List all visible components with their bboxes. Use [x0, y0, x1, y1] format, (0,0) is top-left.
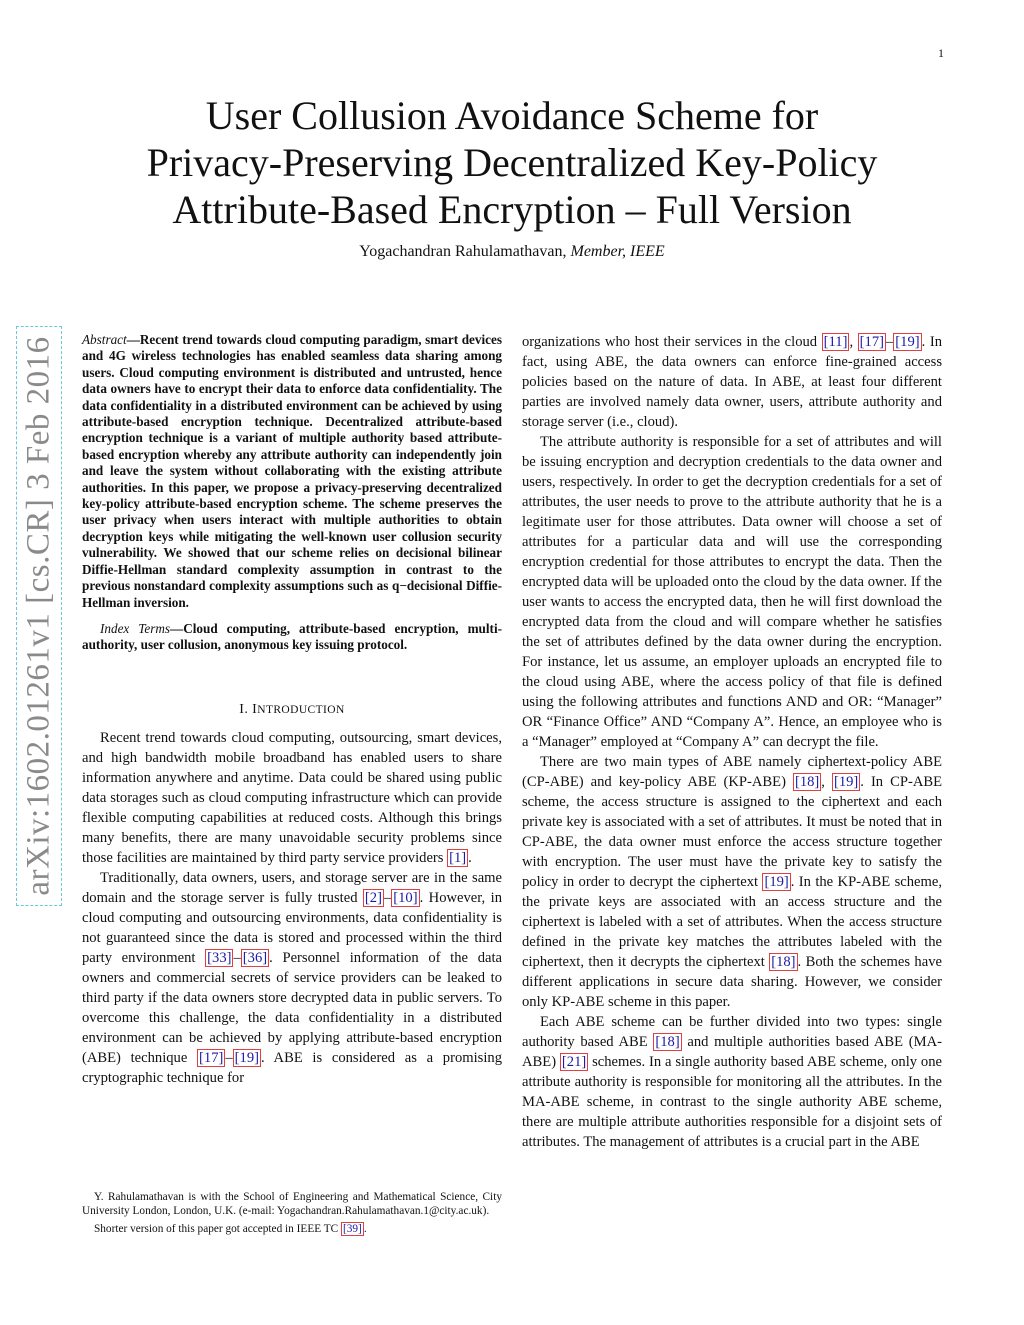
- paper-title: [90, 92, 934, 233]
- arxiv-stamp[interactable]: [16, 326, 62, 906]
- paragraph: organizations who host their services in the cloud [11] , [17] – [19] . In fact, using ABE, the data owners can enforce fine-grained access policies based on the nature of data. In ABE, at least four different parties are involved namely data owner, users, attribute authority and storage server (i.e., cloud).: [522, 334, 942, 430]
- citation-link[interactable]: [11]: [823, 334, 848, 350]
- abstract-lead: Abstract: [82, 332, 127, 347]
- citation-link[interactable]: [19]: [234, 1049, 259, 1066]
- arxiv-identifier: arXiv:1602.01261v1 [cs.CR] 3 Feb 2016: [20, 336, 57, 896]
- left-column: [82, 332, 502, 1088]
- author-name: Yogachandran Rahulamathavan,: [359, 243, 567, 260]
- citation-link[interactable]: [39]: [343, 1223, 362, 1235]
- citation-link[interactable]: [36]: [242, 949, 268, 966]
- paragraph: Recent trend towards cloud computing, outsourcing, smart devices, and high bandwidth mobile broadband has enabled users to share information anywhere and anytime. Data could be shared using public data storages such as cloud computing infrastructure which can provide flexible computing capabilities at reduced costs. Although this brings many benefits, there are many unavoidable security problems since those facilities are maintained by third party service providers [1] .: [82, 729, 502, 866]
- paragraph: Each ABE scheme can be further divided into two types: single authority based ABE [18] and multiple authorities based ABE (MA-ABE) [21] schemes. In a single authority based ABE scheme, only one attribute authority is responsible for monitoring all the attributes. In the MA-ABE scheme, in contrast to the single authority ABE scheme, there are multiple attribute authorities responsible for a disjoint sets of attributes. The management of attributes is a crucial part in the ABE: [522, 1014, 942, 1150]
- footnote-affiliation: Y. Rahulamathavan is with the School of Engineering and Mathematical Science, City University London, London, U.K. (e-mail: Yogachandran.Rahulamathavan.1@city.ac.uk).: [82, 1191, 502, 1217]
- paragraph: The attribute authority is responsible for a set of attributes and will be issuing encryption and decryption credentials to the data owner and users, respectively. In order to get the decryption credentials for a set of attributes, the user needs to prove to the attribute authority that he is a legitimate user for those attributes. Data owner will choose a set of attributes for a particular data and will use the corresponding encryption credential for those attributes to encrypt the data. Then the encrypted data will be uploaded onto the cloud by the data owner. If the user wants to access the encrypted data, then he will first download the encrypted data from the cloud and will compare whether he satisfies the set of attributes defined by the data owner during the encryption. For instance, let us assume, an employer uploads an encrypted file to the cloud using ABE, where the access policy of that file is defined using the following attributes and functions AND and OR: “Manager” OR “Finance Office” AND “Company A”. Hence, an employee who is a “Manager” employed at “Company A” can decrypt the file.: [522, 434, 942, 750]
- citation-link[interactable]: [19]: [895, 334, 920, 350]
- index-terms-text: —Cloud computing, attribute-based encryption, multi-authority, user collusion, anonymous key issuing protocol.: [82, 620, 502, 653]
- citation-link[interactable]: [19]: [833, 774, 859, 790]
- citation-link[interactable]: [17]: [859, 334, 884, 350]
- paragraph: Traditionally, data owners, users, and storage server are in the same domain and the storage server is fully trusted [2] – [10] . However, in cloud computing and outsourcing environments, data confidentiality is not guaranteed since the data is stored and processed within the third party environment [33] – [36] . Personnel information of the data owners and commercial secrets of service providers can be leaked to third party if the data owners store decrypted data in public servers. To overcome this challenge, the data confidentiality in a distributed environment can be achieved by applying attribute-based encryption (ABE) technique [17] – [19] . ABE is considered as a promising cryptographic technique for: [82, 869, 503, 1086]
- footnote-shorter-version: Shorter version of this paper got accepted in IEEE TC [39] .: [94, 1223, 367, 1235]
- page-number: 1: [938, 46, 944, 60]
- right-column: [522, 332, 942, 1152]
- index-terms: [82, 621, 502, 654]
- index-terms-lead: Index Terms: [100, 620, 171, 636]
- citation-link[interactable]: [18]: [794, 774, 820, 790]
- paragraph: There are two main types of ABE namely ciphertext-policy ABE (CP-ABE) and key-policy ABE (KP-ABE) [18] , [19] . In CP-ABE scheme, the access structure is assigned to the ciphertext and each private key is associated with a set of attributes. It must be noted that in CP-ABE, the data owner must enforce the access structure together with encryption. The user must have the private key to satisfy the policy in order to decrypt the ciphertext [19] . In the KP-ABE scheme, the private keys are associated with an access structure and the ciphertext is labeled with a set of attributes. When the access structure defined in the private key matches the attributes labeled with the ciphertext, then it decrypts the ciphertext [18] . Both the schemes have different applications in secure data sharing. However, we consider only KP-ABE scheme in this paper.: [522, 754, 943, 1010]
- abstract-text: —Recent trend towards cloud computing paradigm, smart devices and 4G wireless technologies has enabled seamless data sharing among users. Cloud computing environment is distributed and untrusted, hence data owners have to encrypt their data to enforce data confidentiality. The data confidentiality in a distributed environment can be achieved by using attribute-based encryption technique. Decentralized attribute-based encryption technique is a variant of multiple authority based attribute-based encryption whereby any attribute authority can independently join and leave the system without collaborating with the existing attribute authorities. In this paper, we propose a privacy-preserving decentralized key-policy attribute-based encryption scheme. The scheme preserves the user privacy when users interact with multiple authorities to obtain decryption keys while mitigating the well-known user collusion security vulnerability. We showed that our scheme relies on decisional bilinear Diffie-Hellman standard complexity assumption in contrast to the previous nonstandard complexity assumptions such as q−decisional Diffie-Hellman inversion.: [82, 332, 502, 610]
- citation-link[interactable]: [19]: [764, 874, 789, 890]
- citation-link[interactable]: [10]: [393, 889, 418, 906]
- footnotes: [82, 1190, 502, 1240]
- title-line: Privacy-Preserving Decentralized Key-Policy: [146, 140, 878, 185]
- citation-link[interactable]: [33]: [207, 949, 232, 966]
- author-role: Member, IEEE: [570, 243, 665, 260]
- author-line: [90, 243, 934, 261]
- title-line: Attribute-Based Encryption – Full Version: [172, 187, 852, 232]
- citation-link[interactable]: [21]: [561, 1054, 587, 1070]
- citation-link[interactable]: [18]: [771, 954, 796, 970]
- title-line: User Collusion Avoidance Scheme for: [205, 93, 819, 138]
- abstract: [82, 332, 502, 611]
- citation-link[interactable]: [18]: [655, 1034, 680, 1050]
- citation-link[interactable]: [17]: [199, 1049, 224, 1066]
- section-heading-introduction: I. INTRODUCTION: [239, 701, 345, 717]
- citation-link[interactable]: [2]: [364, 889, 382, 906]
- citation-link[interactable]: [1]: [449, 849, 467, 866]
